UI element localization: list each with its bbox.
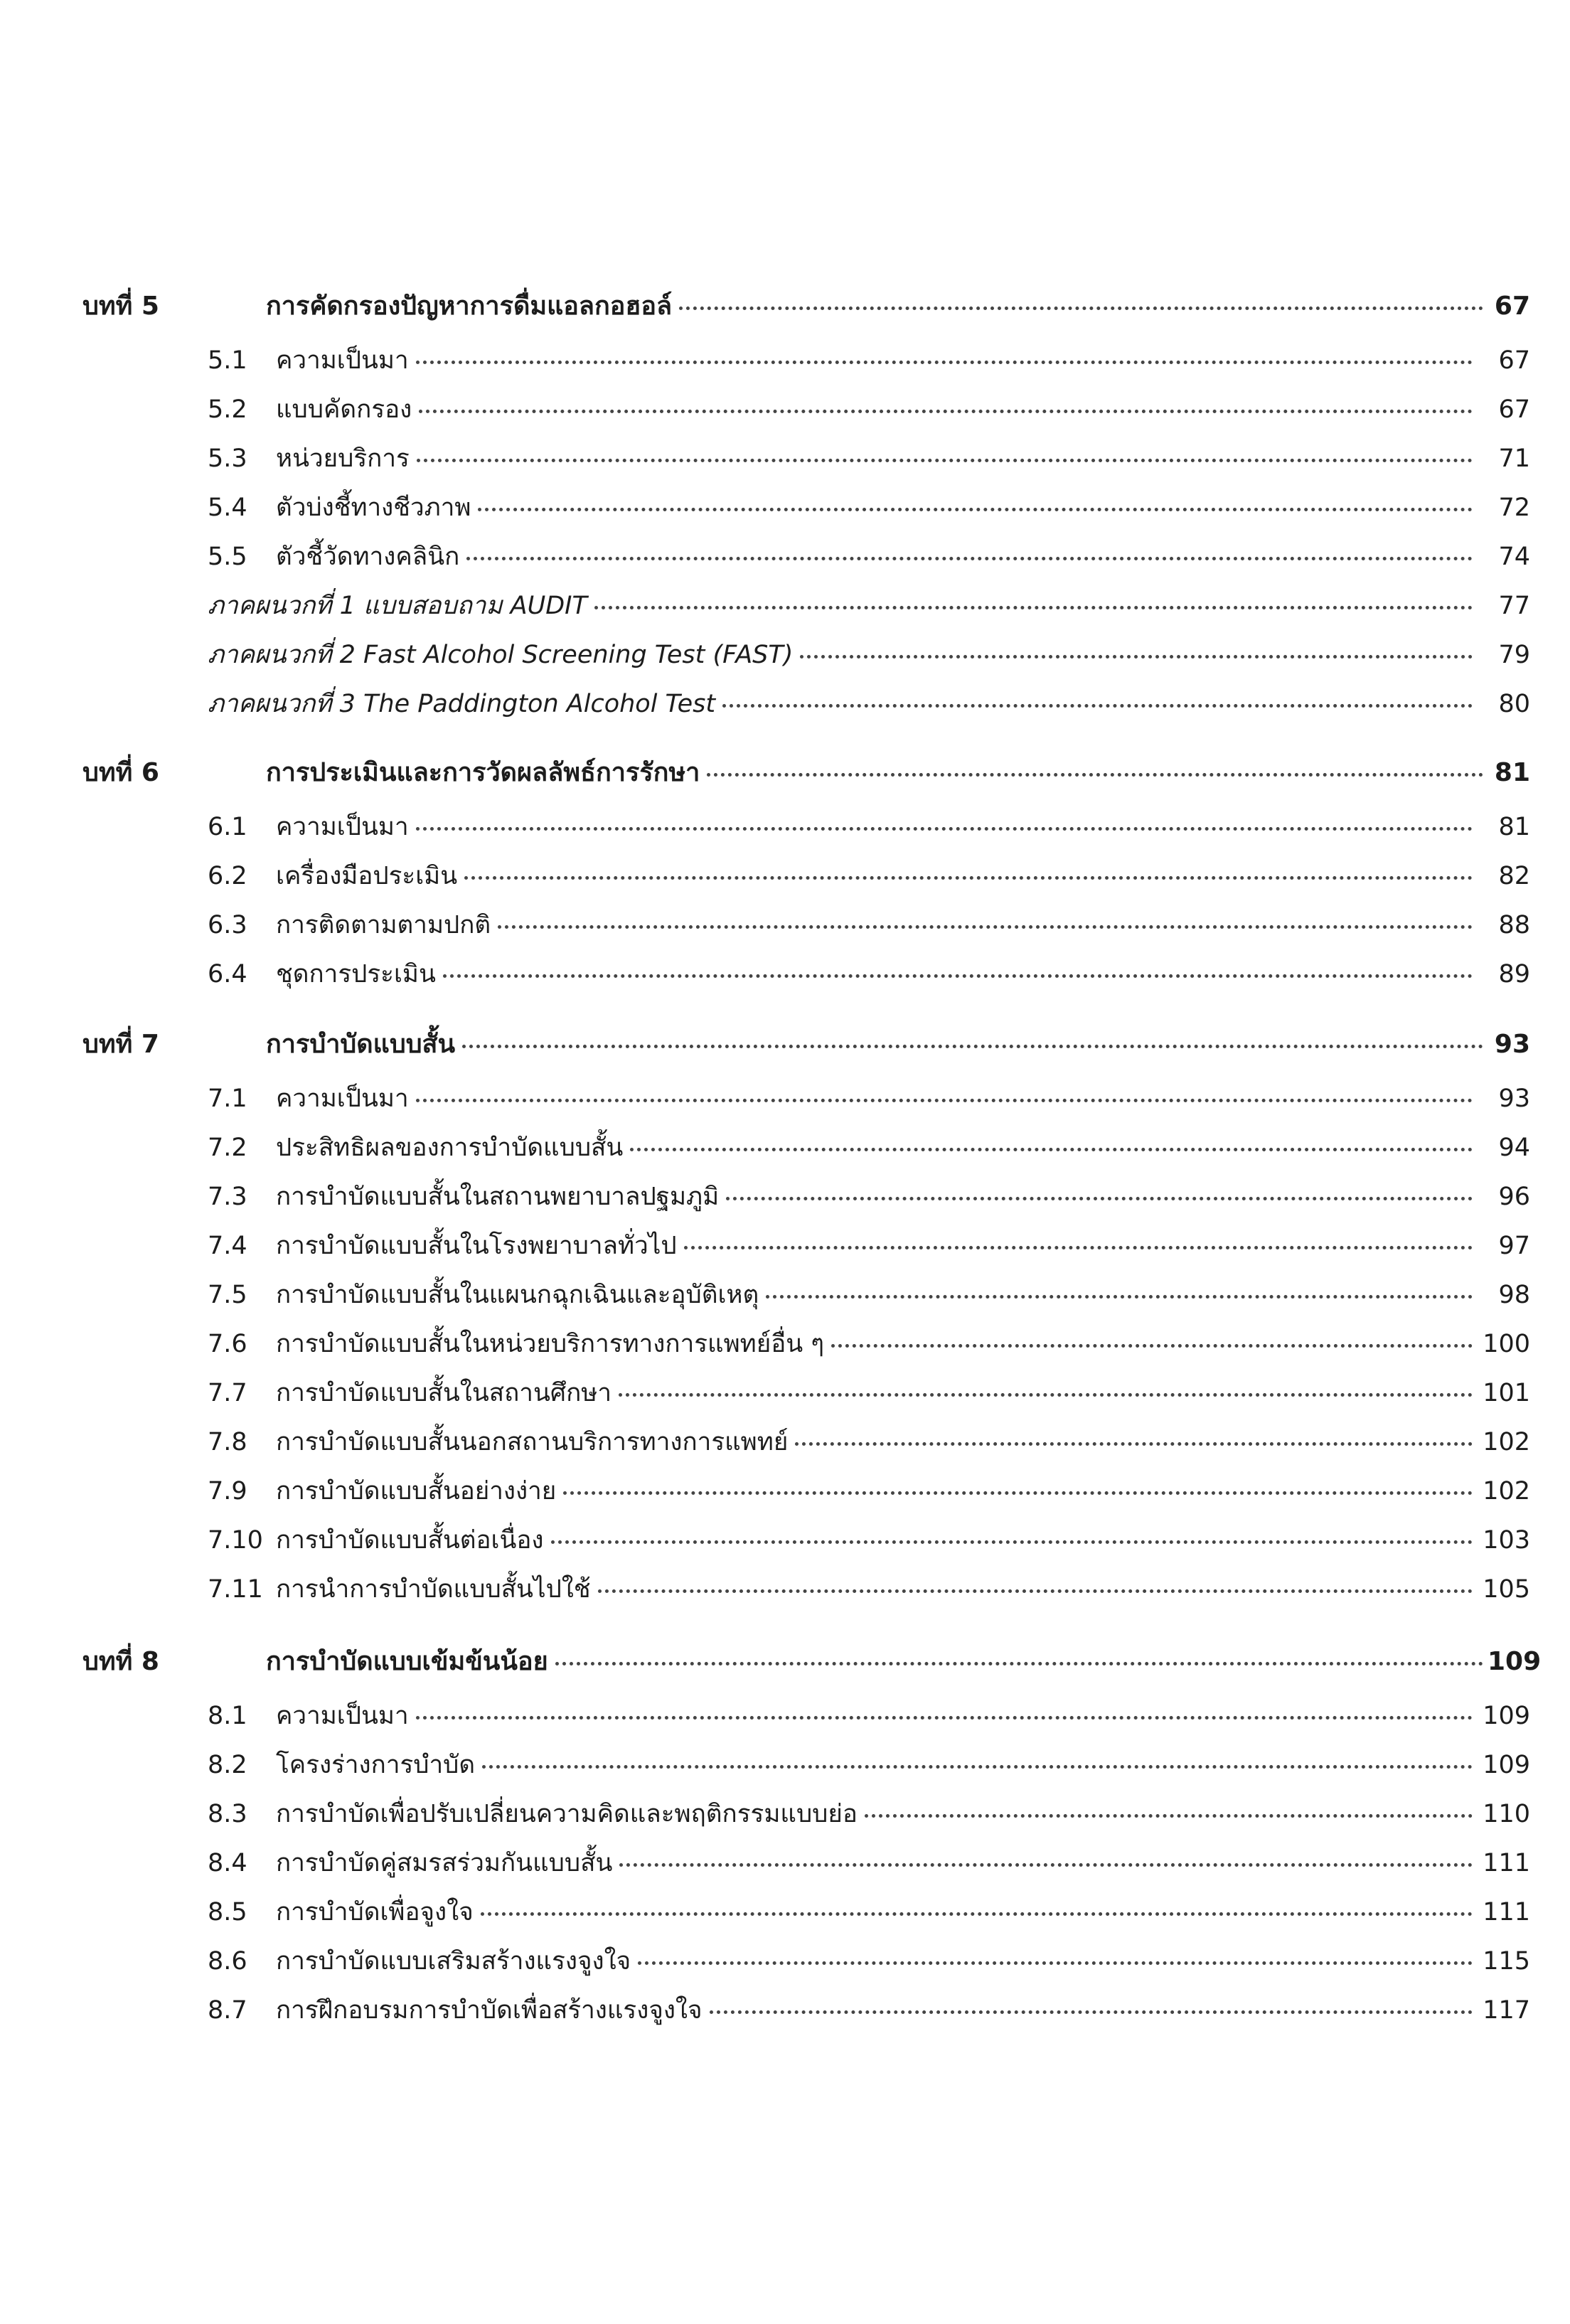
section-entry[interactable] <box>208 1276 1530 1314</box>
section-number: 7.1 <box>208 1084 247 1113</box>
dot-leader <box>831 1344 1473 1348</box>
section-number: 5.3 <box>208 444 247 473</box>
section-title: การบำบัดแบบสั้นในโรงพยาบาลทั่วไป <box>276 1232 677 1260</box>
section-title: การนำการบำบัดแบบสั้นไปใช้ <box>276 1575 591 1604</box>
section-entry[interactable] <box>208 538 1530 576</box>
section-title: ตัวชี้วัดทางคลินิก <box>276 543 460 571</box>
page-number: 74 <box>1498 543 1530 571</box>
section-number: 8.4 <box>208 1849 247 1877</box>
chapter-entry[interactable] <box>82 1025 1530 1064</box>
section-number: 7.4 <box>208 1232 247 1260</box>
dot-leader <box>795 1442 1473 1446</box>
section-number: 7.8 <box>208 1428 247 1456</box>
section-number: 7.2 <box>208 1134 247 1162</box>
section-title: ความเป็นมา <box>276 1702 409 1730</box>
dot-leader <box>684 1246 1473 1249</box>
section-entry[interactable] <box>208 1697 1530 1735</box>
page-number: 97 <box>1498 1232 1530 1260</box>
section-number: 8.2 <box>208 1751 247 1779</box>
page-number: 109 <box>1488 1647 1542 1676</box>
section-number: 7.3 <box>208 1183 247 1211</box>
dot-leader <box>619 1863 1473 1867</box>
section-entry[interactable] <box>208 1423 1530 1461</box>
chapter-number: บทที่ 8 <box>82 1647 159 1676</box>
chapter-title: การประเมินและการวัดผลลัพธ์การรักษา <box>266 758 700 787</box>
page-number: 98 <box>1498 1281 1530 1309</box>
dot-leader <box>466 557 1473 560</box>
section-title: ประสิทธิผลของการบำบัดแบบสั้น <box>276 1134 624 1162</box>
section-entry[interactable] <box>208 1080 1530 1118</box>
section-title: ความเป็นมา <box>276 1084 409 1113</box>
section-title: การบำบัดแบบสั้นในสถานศึกษา <box>276 1379 612 1407</box>
section-number: 7.6 <box>208 1330 247 1358</box>
chapter-title: การคัดกรองปัญหาการดื่มแอลกอฮอล์ <box>266 292 673 321</box>
section-title: แบบคัดกรอง <box>276 395 412 424</box>
section-title: การติดตามตามปกติ <box>276 911 491 939</box>
section-entry[interactable] <box>208 955 1530 993</box>
section-title: ความเป็นมา <box>276 813 409 841</box>
section-entry[interactable] <box>208 808 1530 846</box>
section-entry[interactable] <box>208 1129 1530 1167</box>
section-title: การบำบัดแบบสั้นในหน่วยบริการทางการแพทย์อื่น ๆ <box>276 1330 825 1358</box>
dot-leader <box>443 974 1473 978</box>
section-number: 7.5 <box>208 1281 247 1309</box>
dot-leader <box>766 1295 1473 1299</box>
dot-leader <box>865 1814 1473 1818</box>
page-number: 102 <box>1483 1477 1530 1505</box>
dot-leader <box>462 1045 1483 1048</box>
section-title: การบำบัดแบบสั้นต่อเนื่อง <box>276 1526 544 1555</box>
appendix-title: ภาคผนวกที่ 1 แบบสอบถาม AUDIT <box>208 592 587 620</box>
section-title: การบำบัดแบบสั้นอย่างง่าย <box>276 1477 557 1505</box>
section-number: 8.1 <box>208 1702 247 1730</box>
page-number: 72 <box>1498 494 1530 522</box>
chapter-number: บทที่ 6 <box>82 758 159 787</box>
page-number: 115 <box>1483 1947 1530 1976</box>
page-number: 67 <box>1494 292 1530 321</box>
page-number: 89 <box>1498 960 1530 988</box>
appendix-title: ภาคผนวกที่ 3 The Paddington Alcohol Test <box>208 690 716 718</box>
section-entry[interactable] <box>208 1227 1530 1265</box>
page-number: 102 <box>1483 1428 1530 1456</box>
chapter-entry[interactable] <box>82 287 1530 326</box>
section-number: 7.11 <box>208 1575 263 1604</box>
section-number: 6.1 <box>208 813 247 841</box>
section-title: การบำบัดแบบสั้นนอกสถานบริการทางการแพทย์ <box>276 1428 789 1456</box>
section-entry[interactable] <box>208 857 1530 895</box>
dot-leader <box>722 704 1473 708</box>
page-number: 101 <box>1483 1379 1530 1407</box>
page-number: 110 <box>1483 1800 1530 1828</box>
section-number: 7.7 <box>208 1379 247 1407</box>
dot-leader <box>726 1197 1473 1200</box>
section-title: การบำบัดแบบสั้นในสถานพยาบาลปฐมภูมิ <box>276 1183 720 1211</box>
section-entry[interactable] <box>208 1521 1530 1560</box>
dot-leader <box>598 1589 1473 1593</box>
chapter-title: การบำบัดแบบเข้มข้นน้อย <box>266 1647 548 1676</box>
section-entry[interactable] <box>208 439 1530 478</box>
dot-leader <box>563 1491 1473 1495</box>
page-number: 109 <box>1483 1702 1530 1730</box>
section-title: เครื่องมือประเมิน <box>276 862 458 890</box>
section-number: 7.9 <box>208 1477 247 1505</box>
section-entry[interactable] <box>208 1795 1530 1833</box>
page-number: 80 <box>1498 690 1530 718</box>
section-entry[interactable] <box>208 341 1530 380</box>
section-entry[interactable] <box>208 489 1530 527</box>
section-title: หน่วยบริการ <box>276 444 410 473</box>
dot-leader <box>482 1765 1473 1769</box>
page-number: 94 <box>1498 1134 1530 1162</box>
page-number: 67 <box>1498 346 1530 375</box>
section-entry[interactable] <box>208 1746 1530 1784</box>
section-title: การฝึกอบรมการบำบัดเพื่อสร้างแรงจูงใจ <box>276 1996 703 2025</box>
dot-leader <box>710 2010 1473 2014</box>
section-entry[interactable] <box>208 1325 1530 1363</box>
page-number: 67 <box>1498 395 1530 424</box>
page-number: 100 <box>1483 1330 1530 1358</box>
section-entry[interactable] <box>208 1374 1530 1412</box>
dot-leader <box>800 655 1473 659</box>
page-number: 96 <box>1498 1183 1530 1211</box>
chapter-entry[interactable] <box>82 1643 1542 1681</box>
section-entry[interactable] <box>208 1893 1530 1931</box>
dot-leader <box>707 773 1483 777</box>
dot-leader <box>630 1148 1473 1151</box>
section-number: 7.10 <box>208 1526 263 1555</box>
section-title: การบำบัดคู่สมรสร่วมกันแบบสั้น <box>276 1849 613 1877</box>
page-number: 77 <box>1498 592 1530 620</box>
dot-leader <box>416 361 1473 364</box>
page-number: 93 <box>1498 1084 1530 1113</box>
appendix-title: ภาคผนวกที่ 2 Fast Alcohol Screening Test (FAST) <box>208 641 794 669</box>
page-number: 71 <box>1498 444 1530 473</box>
section-number: 5.4 <box>208 494 247 522</box>
chapter-number: บทที่ 5 <box>82 292 159 321</box>
chapter-title: การบำบัดแบบสั้น <box>266 1030 456 1059</box>
chapter-number: บทที่ 7 <box>82 1030 159 1059</box>
section-entry[interactable] <box>208 1942 1530 1981</box>
section-entry[interactable] <box>208 1178 1530 1216</box>
page-number: 117 <box>1483 1996 1530 2025</box>
dot-leader <box>464 876 1473 880</box>
appendix-entry[interactable] <box>208 685 1530 723</box>
section-number: 6.2 <box>208 862 247 890</box>
section-number: 6.3 <box>208 911 247 939</box>
dot-leader <box>478 508 1473 511</box>
section-title: ตัวบ่งชี้ทางชีวภาพ <box>276 494 471 522</box>
dot-leader <box>417 459 1473 462</box>
dot-leader <box>419 410 1473 413</box>
section-title: ความเป็นมา <box>276 346 409 375</box>
dot-leader <box>416 827 1473 831</box>
section-entry[interactable] <box>208 1991 1530 2030</box>
page-number: 88 <box>1498 911 1530 939</box>
section-number: 5.2 <box>208 395 247 424</box>
dot-leader <box>555 1662 1483 1665</box>
page-number: 111 <box>1483 1898 1530 1926</box>
chapter-entry[interactable] <box>82 754 1530 792</box>
section-title: การบำบัดเพื่อปรับเปลี่ยนความคิดและพฤติกรรมแบบย่อ <box>276 1800 858 1828</box>
section-entry[interactable] <box>208 906 1530 944</box>
page-number: 111 <box>1483 1849 1530 1877</box>
section-title: การบำบัดแบบเสริมสร้างแรงจูงใจ <box>276 1947 631 1976</box>
page-number: 81 <box>1498 813 1530 841</box>
dot-leader <box>481 1912 1473 1916</box>
section-number: 5.1 <box>208 346 247 375</box>
dot-leader <box>638 1961 1473 1965</box>
section-entry[interactable] <box>208 390 1530 429</box>
page-number: 79 <box>1498 641 1530 669</box>
section-number: 8.6 <box>208 1947 247 1976</box>
section-title: ชุดการประเมิน <box>276 960 436 988</box>
section-entry[interactable] <box>208 1570 1530 1609</box>
section-title: การบำบัดเพื่อจูงใจ <box>276 1898 474 1926</box>
dot-leader <box>498 925 1473 929</box>
section-title: โครงร่างการบำบัด <box>276 1751 476 1779</box>
dot-leader <box>619 1393 1473 1397</box>
section-entry[interactable] <box>208 1844 1530 1882</box>
page-number: 82 <box>1498 862 1530 890</box>
section-number: 6.4 <box>208 960 247 988</box>
page-number: 103 <box>1483 1526 1530 1555</box>
section-number: 8.7 <box>208 1996 247 2025</box>
page-number: 81 <box>1494 758 1530 787</box>
dot-leader <box>551 1540 1473 1544</box>
appendix-entry[interactable] <box>208 587 1530 625</box>
section-number: 8.3 <box>208 1800 247 1828</box>
section-number: 5.5 <box>208 543 247 571</box>
dot-leader <box>416 1099 1473 1102</box>
dot-leader <box>594 606 1473 609</box>
page-number: 105 <box>1483 1575 1530 1604</box>
section-number: 8.5 <box>208 1898 247 1926</box>
appendix-entry[interactable] <box>208 636 1530 674</box>
page-number: 109 <box>1483 1751 1530 1779</box>
section-title: การบำบัดแบบสั้นในแผนกฉุกเฉินและอุบัติเหตุ <box>276 1281 759 1309</box>
dot-leader <box>679 307 1483 310</box>
section-entry[interactable] <box>208 1472 1530 1510</box>
page-number: 93 <box>1494 1030 1530 1059</box>
dot-leader <box>416 1716 1473 1720</box>
